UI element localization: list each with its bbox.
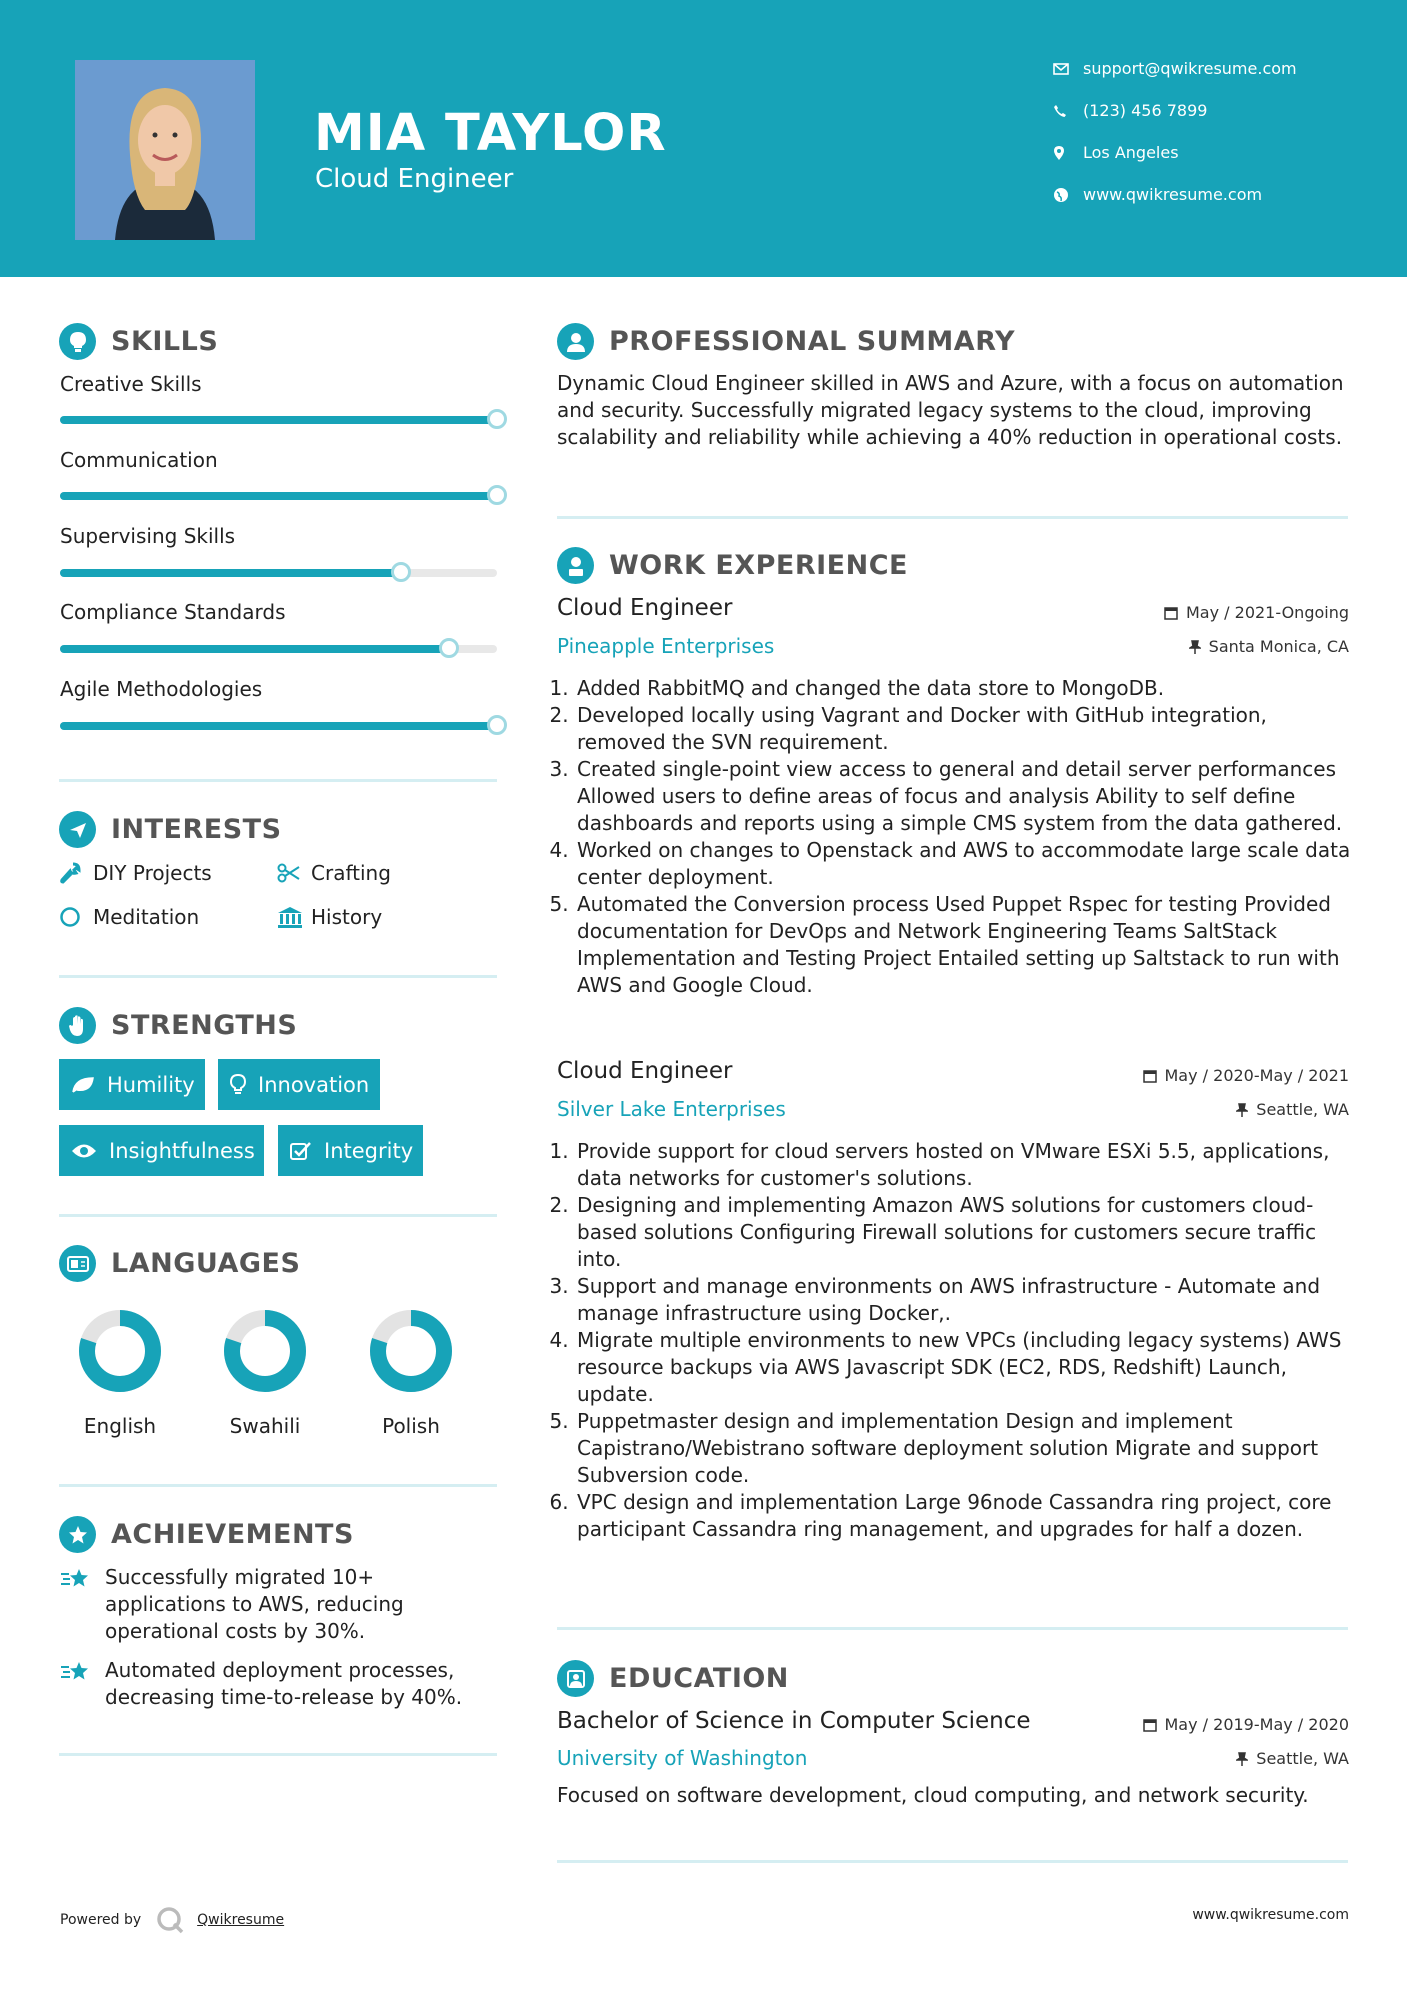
skill-bar [60,492,497,500]
scissors-icon [277,863,311,883]
language-donut [77,1308,163,1394]
skill-label: Creative Skills [60,372,202,396]
pushpin-icon [1236,1103,1248,1117]
interest-item: Meditation [59,905,199,929]
degree-title: Bachelor of Science in Computer Science [557,1708,1031,1734]
strength-tag: Integrity [278,1125,423,1176]
footer-powered-by [60,1905,284,1935]
divider [59,1484,497,1487]
education-location: Seattle, WA [1236,1749,1349,1768]
duty-item: 6. VPC design and implementation Large 96node Cassandra ring project, core participant Cassandra ring management, and upgrades for half a dozen. [575,1489,1355,1543]
skill-bar [60,569,497,577]
qwikresume-logo-icon [155,1905,185,1935]
footer-website[interactable]: www.qwikresume.com [1192,1907,1349,1923]
user-icon [557,323,594,360]
duty-item: 2. Developed locally using Vagrant and Docker with GitHub integration, removed the SVN requirement. [575,702,1355,756]
translate-icon [59,1245,96,1282]
job-title: Cloud Engineer [557,1058,733,1084]
duties-list [575,675,1355,999]
pushpin-icon [1189,640,1201,654]
achievement-item: Automated deployment processes, decreasing time-to-release by 40%. [60,1657,500,1711]
skills-heading: SKILLS [59,323,218,360]
contact-phone-text: (123) 456 7899 [1083,101,1208,120]
leaf-icon [71,1076,95,1094]
strength-tag: Innovation [218,1059,380,1110]
contact-phone[interactable] [1053,101,1207,120]
duty-item: 2. Designing and implementing Amazon AWS solutions for customers cloud-based solutions Configuring Firewall solutions for customers secure traffic into. [575,1192,1355,1273]
eye-icon [71,1142,97,1160]
powered-by-label: Powered by [60,1912,142,1928]
header-banner [0,0,1407,277]
education-heading: EDUCATION [557,1660,789,1697]
calendar-icon [1143,1718,1157,1732]
interests-heading: INTERESTS [59,811,282,848]
candidate-name: MIA TAYLOR [314,104,667,163]
pushpin-icon [1236,1752,1248,1766]
contact-location [1053,143,1179,162]
wrench-icon [59,862,93,884]
circle-icon [59,906,93,928]
skill-bar-knob [487,715,507,735]
phone-icon [1053,104,1083,118]
skill-label: Compliance Standards [60,600,286,624]
duty-item: 3. Support and manage environments on AWS infrastructure - Automate and manage infrastructure using Docker,. [575,1273,1355,1327]
profile-photo [75,60,255,240]
duty-item: 4. Worked on changes to Openstack and AWS to accommodate large scale data center deployment. [575,837,1355,891]
duty-item: 1. Added RabbitMQ and changed the data store to MongoDB. [575,675,1355,702]
job-title: Cloud Engineer [557,595,733,621]
duty-item: 1. Provide support for cloud servers hosted on VMware ESXi 5.5, applications, data networks for customer's solutions. [575,1138,1355,1192]
briefcase-user-icon [557,547,594,584]
divider [59,975,497,978]
checkbox-icon [290,1141,312,1161]
interest-item: DIY Projects [59,861,212,885]
strengths-heading: STRENGTHS [59,1007,297,1044]
divider [557,1627,1348,1630]
lightbulb-icon [59,323,96,360]
duties-list [575,1138,1355,1543]
lightbulb-icon [230,1074,246,1096]
skill-bar-knob [487,485,507,505]
skill-bar [60,416,497,424]
interest-item: History [277,905,382,929]
graduate-icon [557,1660,594,1697]
envelope-icon [1053,62,1083,76]
achievements-heading: ACHIEVEMENTS [59,1516,354,1553]
job-location: Seattle, WA [1236,1100,1349,1119]
contact-website[interactable] [1053,185,1262,204]
skill-bar-knob [439,638,459,658]
duty-item: 4. Migrate multiple environments to new VPCs (including legacy systems) AWS resource backups via AWS Javascript SDK (EC2, RDS, Redshift) Launch, update. [575,1327,1355,1408]
interest-item: Crafting [277,861,391,885]
duty-item: 3. Created single-point view access to general and detail server performances Allowed users to define areas of focus and analysis Ability to self define dashboards and reports using a simple CMS system from the data gathered. [575,756,1355,837]
summary-heading: PROFESSIONAL SUMMARY [557,323,1015,360]
language-label: English [83,1414,157,1438]
school-name: University of Washington [557,1746,808,1770]
language-label: Swahili [229,1414,301,1438]
brand-link[interactable]: Qwikresume [197,1912,285,1928]
contact-email[interactable] [1053,59,1297,78]
contact-website-text: www.qwikresume.com [1083,185,1263,204]
skill-label: Communication [60,448,218,472]
skill-bar-knob [487,409,507,429]
education-dates: May / 2019-May / 2020 [1143,1715,1350,1734]
raised-hand-icon [59,1007,96,1044]
achievement-item: Successfully migrated 10+ applications to AWS, reducing operational costs by 30%. [60,1564,500,1645]
divider [59,1753,497,1756]
company-name: Silver Lake Enterprises [557,1097,786,1121]
map-pin-icon [1053,145,1083,161]
calendar-icon [1143,1069,1157,1083]
calendar-icon [1164,606,1178,620]
shooting-star-icon [60,1564,105,1645]
globe-icon [1053,187,1083,203]
education-description: Focused on software development, cloud computing, and network security. [557,1783,1309,1807]
duty-item: 5. Automated the Conversion process Used Puppet Rspec for testing Provided documentation for DevOps and Network Engineering Teams SaltStack Implementation and Testing Project Entailed setting up Saltstack to run with AWS and Google Cloud. [575,891,1355,999]
divider [557,516,1348,519]
language-label: Polish [382,1414,440,1438]
experience-heading: WORK EXPERIENCE [557,547,908,584]
language-donut [368,1308,454,1394]
museum-icon [277,906,311,928]
candidate-title: Cloud Engineer [315,164,514,194]
skill-bar [60,645,497,653]
skill-bar-knob [391,562,411,582]
language-donut [222,1308,308,1394]
divider [59,1214,497,1217]
shooting-star-icon [60,1657,105,1711]
skill-label: Supervising Skills [60,524,236,548]
strength-tag: Humility [59,1059,205,1110]
job-dates: May / 2021-Ongoing [1164,603,1349,622]
company-name: Pineapple Enterprises [557,634,775,658]
duty-item: 5. Puppetmaster design and implementation Design and implement Capistrano/Webistrano software deployment solution Migrate and support Subversion code. [575,1408,1355,1489]
contact-location-text: Los Angeles [1083,143,1179,162]
strength-tag: Insightfulness [59,1125,264,1176]
summary-text: Dynamic Cloud Engineer skilled in AWS and Azure, with a focus on automation and security. Successfully migrated legacy systems to the cloud, improving scalability and reliability while achieving a 40% reduction in operational costs. [557,371,1344,449]
skill-label: Agile Methodologies [60,677,263,701]
languages-heading: LANGUAGES [59,1245,300,1282]
skill-bar [60,722,497,730]
divider [59,779,497,782]
star-badge-icon [59,1516,96,1553]
job-location: Santa Monica, CA [1189,637,1349,656]
paper-plane-icon [59,811,96,848]
job-dates: May / 2020-May / 2021 [1143,1066,1350,1085]
divider [557,1860,1348,1863]
contact-email-text: support@qwikresume.com [1083,59,1297,78]
